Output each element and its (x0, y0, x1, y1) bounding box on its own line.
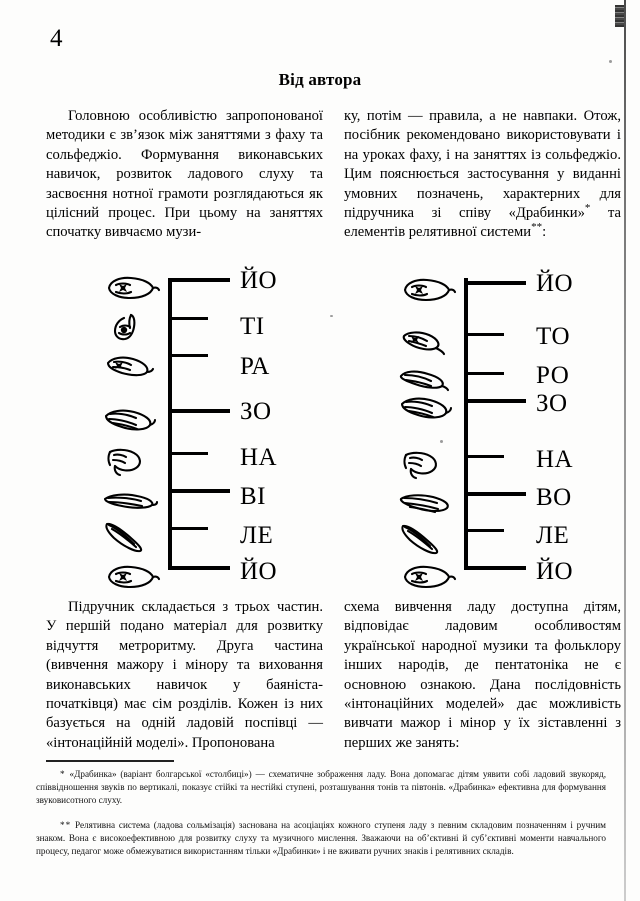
hand-sign-flat-slant-icon (100, 349, 162, 383)
hand-sign-fist-icon (396, 560, 458, 594)
ladder-rung (168, 566, 230, 570)
ladder-rung (464, 372, 504, 375)
ladder-rung (464, 399, 526, 403)
paragraph-intro-right-part1: ку, потім — правила, а не навпаки. Отож, посібник рекомендовано використовувати і на уроках фаху, і на заняттях із сольфеджіо. Цим пояснюється застосування у виданні умовних позначень, характерних для підручника зі співу «Драбинки» (344, 108, 621, 222)
footnote-ref-one: * (584, 202, 591, 215)
ladder-syllable: ЙО (240, 267, 278, 294)
ladder-syllable: НА (240, 444, 278, 471)
body-column-right-top (344, 107, 621, 243)
hand-sign-fist-icon (100, 560, 162, 594)
hand-sign-point-up-icon (100, 311, 162, 345)
paragraph-intro-right (344, 107, 621, 243)
hand-sign-thumb-down-icon (100, 444, 162, 478)
minor-ladder-diagram (100, 262, 360, 585)
ladder-rung (168, 317, 208, 320)
scan-speck (609, 60, 612, 63)
ladder-syllable: ЗО (536, 390, 568, 417)
ladder-rung (464, 281, 526, 285)
paragraph-intro-right-part2: та елементів релятивної системи (344, 205, 621, 241)
footnote-separator (46, 760, 174, 762)
ladder-syllable: РО (536, 362, 570, 389)
ladder-rung (464, 566, 526, 570)
ladder-rung (168, 489, 230, 493)
paragraph-structure-right: схема вивчення ладу доступна дітям, відповідає ладовим особливостям української народної музики та фольклору інших народів, де пентатоніка не є основною ознакою. Дана послідовність «інтонаційних моделей» дає можливість вивчати мажор і мінор у їх зіставленні з перших же занять: (344, 599, 621, 751)
ladder-rung (168, 452, 208, 455)
body-column-left-top (46, 107, 323, 243)
paragraph-intro-left: Головною особливістю запропонованої методики є зв’язок між заняттями з фаху та сольфеджіо. Формування виконавських навичок, розвиток ладового слуху та засвоєння нотної грамоти розглядаються як цілісний процес. При цьому на заняттях спочатку вивчаємо музи- (46, 108, 323, 241)
footnote-one-text: «Драбинка» (варіант болгарської «столбиці») — схематичне зображення ладу. Вона допомагає дітям уявити собі ладовий звукоряд, співвідношення звуків по вертикалі, показує стійкі та нестійкі ступені, розташування тонів та півтонів. «Драбинка» ефективна для формування звуковисотного слуху. (36, 769, 606, 806)
ladder-rung (464, 492, 526, 496)
ladder-syllable: ТО (536, 323, 570, 350)
hand-sign-fist-icon (396, 273, 458, 307)
ladder-syllable: ВО (536, 484, 572, 511)
ladder-syllable: ВІ (240, 483, 266, 510)
paragraph-intro-right-part3: : (542, 224, 547, 241)
ladder-rung (168, 409, 230, 413)
footnote-two-mark: ** (60, 819, 72, 830)
footnote-two-text: Релятивна система (ладова сольмізація) заснована на асоціаціях кожного ступеня ладу з певним складовим позначенням і ручним знаком. Вона є високоефективною для розвитку слуху та музичного мислення. Зважаючи на об’єктивні й суб’єктивні моменти навчального процесу, педагог може обмежуватися використанням тільки «Драбинки» і не вживати ручних знаків і релятивних складів. (36, 819, 606, 857)
body-column-left-bottom (46, 598, 323, 753)
major-ladder-diagram (396, 262, 640, 585)
page-number: 4 (50, 25, 63, 52)
hand-sign-point-down-icon (396, 324, 458, 358)
footnote-one (36, 768, 606, 808)
ladder-rung (168, 527, 208, 530)
ladder-syllable: ЙО (536, 270, 574, 297)
ladder-syllable: РА (240, 353, 270, 380)
hand-sign-open-palm-icon (100, 402, 162, 436)
footnote-one-mark: * (60, 769, 66, 779)
hand-sign-flat-level-icon (100, 483, 162, 517)
hand-sign-flat-level-icon (396, 485, 458, 519)
ladder-syllable: ЗО (240, 398, 272, 425)
footnotes-block (36, 768, 606, 869)
hand-sign-fist-icon (100, 271, 162, 305)
ladder-syllable: ЛЕ (536, 522, 570, 549)
hand-sign-flat-diagonal-icon (396, 521, 458, 555)
ladder-syllable: ТІ (240, 313, 265, 340)
footnote-ref-two: ** (531, 221, 543, 234)
ladder-syllable: ЛЕ (240, 522, 274, 549)
ladder-syllable: ЙО (240, 558, 278, 585)
ladder-spine (464, 278, 468, 570)
body-column-right-bottom (344, 598, 621, 753)
ladder-syllable: НА (536, 446, 574, 473)
ladder-rung (464, 333, 504, 336)
hand-sign-flat-diagonal-icon (100, 519, 162, 553)
page-title: Від автора (278, 70, 362, 89)
hand-sign-open-palm-icon (396, 390, 458, 424)
paragraph-structure-left: Підручник складається з трьох частин. У першій подано матеріал для розвитку відчуття метроритму. Друга частина (вивчення мажору і мінору та виховання виконавських навичок у баяніста-початківця) має сім розділів. Кожен із них базується на одній ладовій поспівці — «інтонаційній моделі». Пропонована (46, 599, 323, 751)
footnote-two (36, 819, 606, 859)
ladder-rung (168, 354, 208, 357)
ladder-rung (168, 278, 230, 282)
ladder-rung (464, 455, 504, 458)
hand-sign-thumb-down-icon (396, 447, 458, 481)
ladder-rung (464, 529, 504, 532)
ladder-syllable: ЙО (536, 558, 574, 585)
scan-blob-artifact (615, 5, 624, 27)
